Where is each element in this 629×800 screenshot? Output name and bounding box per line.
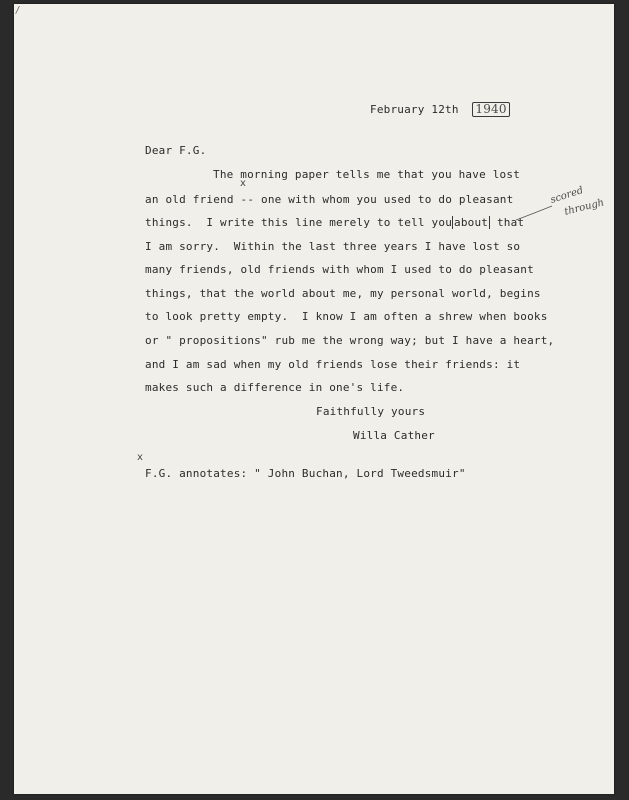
footnote-mark-x-icon-2: x <box>137 452 143 463</box>
footnote: F.G. annotates: " John Buchan, Lord Tweedsmuir" <box>145 467 466 480</box>
date-text: February 12th <box>370 103 459 116</box>
letter-line-9: and I am sad when my old friends lose their friends: it <box>145 358 521 371</box>
letter-line-10: makes such a difference in one's life. <box>145 381 405 394</box>
annotation-pointer-line <box>514 200 554 224</box>
margin-note-scored: scored <box>549 185 585 206</box>
letter-line-2 <box>145 193 513 207</box>
letter-line-5: many friends, old friends with whom I used to do pleasant <box>145 263 534 276</box>
letter-line-4: I am sorry. Within the last three years I have lost so <box>145 240 521 253</box>
year-handwritten: 1940 <box>475 102 507 116</box>
line-3-part-a: things. I write this line merely to tell you <box>145 216 453 229</box>
letter-line-3 <box>145 216 524 230</box>
salutation: Dear F.G. <box>145 144 207 157</box>
letter-line-7: to look pretty empty. I know I am often a shrew when books <box>145 310 548 323</box>
letter-line-6: things, that the world about me, my personal world, begins <box>145 287 541 300</box>
closing: Faithfully yours <box>316 405 426 418</box>
corner-mark: / <box>16 6 20 16</box>
line-2-part-a: an old friend <box>145 193 234 206</box>
footnote-mark-x-icon: x <box>240 178 246 189</box>
letter-line-8: or " propositions" rub me the wrong way; but I have a heart, <box>145 334 555 347</box>
signature: Willa Cather <box>353 429 435 442</box>
scored-through-word: about <box>454 216 489 229</box>
year-bracketed <box>472 102 509 117</box>
letter-page <box>14 4 614 794</box>
margin-note-through: through <box>563 197 606 218</box>
line-3-part-b: that <box>490 216 525 229</box>
letter-line-1: The morning paper tells me that you have lost <box>213 168 521 181</box>
line-2-part-b: -- one with whom you used to do pleasant <box>233 193 514 206</box>
letter-date <box>370 102 510 117</box>
